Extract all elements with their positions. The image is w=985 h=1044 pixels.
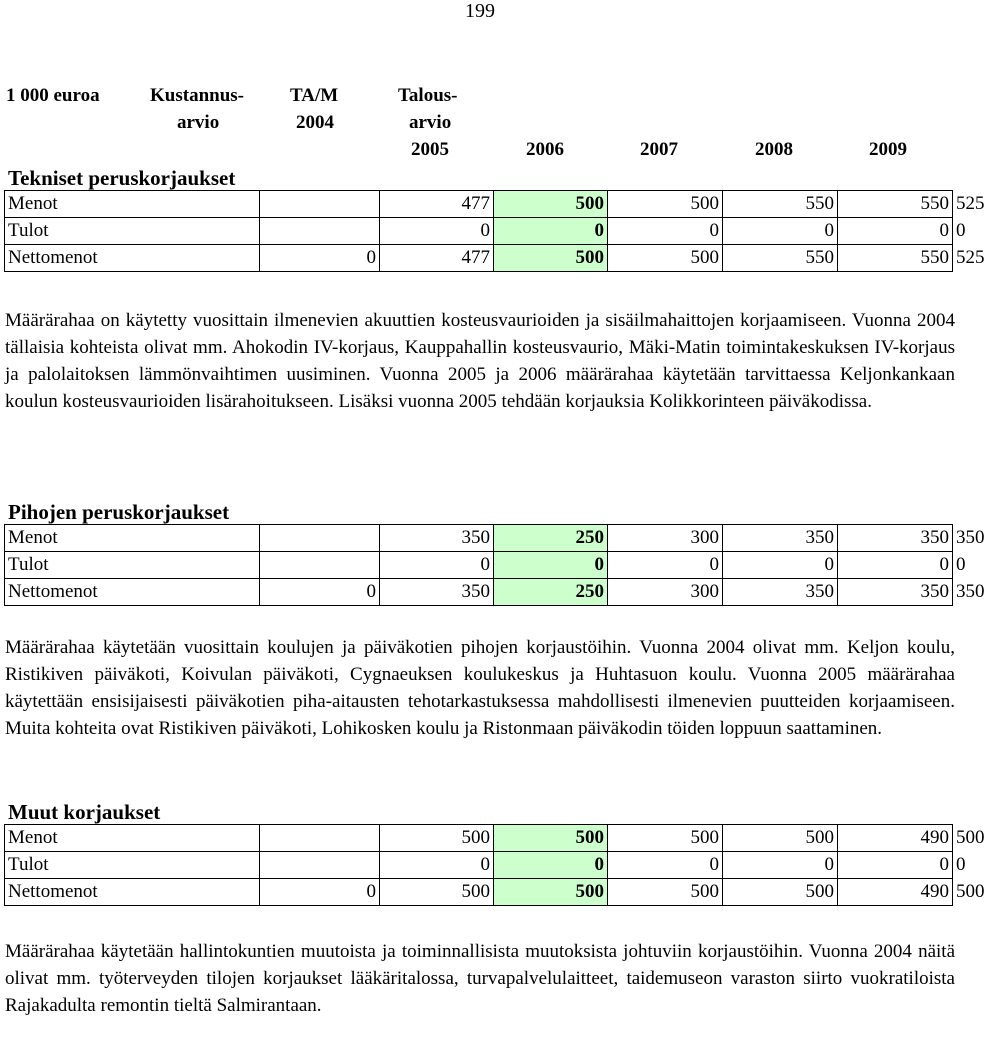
cell-ta-2004: 477 [380, 191, 494, 218]
cell-2008: 0 [838, 552, 953, 579]
section-other-repairs [0, 800, 985, 906]
cell-2008: 550 [838, 245, 953, 272]
table-row: Menot 500 500 500 500 490 500 [5, 825, 953, 852]
section-description: Määrärahaa käytetään hallintokuntien muutoista ja toiminnallisista muutoksista johtuviin korjaustöihin. Vuonna 2004 näitä olivat mm. työterveyden tilojen korjaukset lääkäritalossa, turvapalvelulaitteet, taidemuseon varaston siirto vuokratiloista Rajakadulta remontin tieltä Salmirantaan. [5, 941, 955, 1016]
year-2009-header: 2009 [869, 139, 907, 160]
table-row: Menot 350 250 300 350 350 350 [5, 525, 953, 552]
cell-budget-2005: 250 [494, 525, 608, 552]
section-title: Tekniset peruskorjaukset [8, 166, 236, 190]
row-label: Menot [5, 825, 260, 852]
cell-2008: 550 [838, 191, 953, 218]
row-label: Tulot [5, 552, 260, 579]
cell-ta-2004: 0 [380, 852, 494, 879]
cell-2008: 490 [838, 825, 953, 852]
cell-2006: 0 [608, 852, 723, 879]
table-header [0, 82, 960, 162]
cell-2007: 550 [723, 191, 838, 218]
cell-2007: 0 [723, 852, 838, 879]
cell-2006: 500 [608, 879, 723, 906]
table-row: Nettomenot 0 500 500 500 500 490 500 [5, 879, 953, 906]
budget-2005-header-line3: 2005 [411, 139, 449, 160]
cell-ta-2004: 500 [380, 879, 494, 906]
section-title: Muut korjaukset [8, 800, 161, 824]
cell-2006: 300 [608, 525, 723, 552]
cell-2006: 300 [608, 579, 723, 606]
cell-2007: 550 [723, 245, 838, 272]
cell-2006: 500 [608, 825, 723, 852]
cell-ta-2004: 0 [380, 552, 494, 579]
cell-2007: 500 [723, 879, 838, 906]
table-row: Nettomenot 0 350 250 300 350 350 350 [5, 579, 953, 606]
ta-2004-header-line2: 2004 [296, 112, 334, 133]
section-title: Pihojen peruskorjaukset [8, 500, 230, 524]
budget-table [4, 190, 985, 272]
table-row: Tulot 0 0 0 0 0 0 [5, 552, 953, 579]
section-description: Määrärahaa on käytetty vuosittain ilmenevien akuuttien kosteusvaurioiden ja sisäilmahaittojen korjaamiseen. Vuonna 2004 tällaisia kohteista olivat mm. Ahokodin IV-korjaus, Kauppahallin kosteusvaurio, Mäki-Matin toimintakeskuksen IV-korjaus ja palolaitoksen lämmönvaihtimen uusiminen. Vuonna 2005 ja 2006 määrärahaa käytetään tarvittaessa Keljonkankaan koulun kosteusvaurioiden lisärahoitukseen. Lisäksi vuonna 2005 tehdään korjauksia Kolikkorinteen päiväkodissa. [5, 310, 955, 412]
cell-budget-2005: 0 [494, 852, 608, 879]
ta-2004-header-line1: TA/M [290, 85, 339, 106]
table-row: Tulot 0 0 0 0 0 0 [5, 852, 953, 879]
cell-budget-2005: 250 [494, 579, 608, 606]
cell-budget-2005: 500 [494, 191, 608, 218]
table-row: Menot 477 500 500 550 550 525 [5, 191, 953, 218]
cost-estimate-header-line2: arvio [177, 112, 220, 133]
budget-table [4, 824, 985, 906]
cell-cost-estimate [260, 552, 380, 579]
cell-2008: 350 [838, 579, 953, 606]
cell-ta-2004: 350 [380, 579, 494, 606]
cell-2007: 0 [723, 218, 838, 245]
cell-2006: 500 [608, 191, 723, 218]
cell-2006: 500 [608, 245, 723, 272]
cell-cost-estimate [260, 852, 380, 879]
row-label: Menot [5, 191, 260, 218]
cell-2007: 350 [723, 525, 838, 552]
budget-2005-header-line1: Talous- [398, 85, 458, 106]
section-technical-renovations [0, 166, 985, 272]
cell-cost-estimate [260, 525, 380, 552]
row-label: Tulot [5, 218, 260, 245]
cell-ta-2004: 350 [380, 525, 494, 552]
cell-budget-2005: 500 [494, 879, 608, 906]
cell-ta-2004: 0 [380, 218, 494, 245]
row-label: Nettomenot [5, 879, 260, 906]
row-label: Tulot [5, 852, 260, 879]
row-label: Nettomenot [5, 245, 260, 272]
section-description: Määrärahaa käytetään vuosittain koulujen ja päiväkotien pihojen korjaustöihin. Vuonna 2004 olivat mm. Keljon koulu, Ristikiven päiväkoti, Koivulan päiväkoti, Cygnaeuksen koulukeskus ja Huhtasuon koulu. Vuonna 2005 määrärahaa käytettään ensisijaisesti päiväkotien piha-aitausten tehotarkastuksessa mahdollisesti ilmenevien puutteiden korjaamiseen. Muita kohteita ovat Ristikiven päiväkoti, Lohikosken koulu ja Ristonmaan päiväkodin töiden loppuun saattaminen. [5, 637, 955, 739]
cell-budget-2005: 500 [494, 825, 608, 852]
budget-table [4, 524, 985, 606]
cell-budget-2005: 500 [494, 245, 608, 272]
year-2007-header: 2007 [640, 139, 678, 160]
section-yard-renovations [0, 500, 985, 606]
cell-2007: 0 [723, 552, 838, 579]
cell-2006: 0 [608, 218, 723, 245]
cell-cost-estimate: 0 [260, 579, 380, 606]
cell-ta-2004: 500 [380, 825, 494, 852]
cell-budget-2005: 0 [494, 552, 608, 579]
year-2006-header: 2006 [526, 139, 564, 160]
cell-2008: 490 [838, 879, 953, 906]
row-label: Nettomenot [5, 579, 260, 606]
row-label: Menot [5, 525, 260, 552]
cell-cost-estimate: 0 [260, 879, 380, 906]
cell-2006: 0 [608, 552, 723, 579]
cell-2008: 350 [838, 525, 953, 552]
year-2008-header: 2008 [755, 139, 793, 160]
cell-budget-2005: 0 [494, 218, 608, 245]
cell-2007: 350 [723, 579, 838, 606]
cell-ta-2004: 477 [380, 245, 494, 272]
cell-2008: 0 [838, 852, 953, 879]
table-row: Nettomenot 0 477 500 500 550 550 525 [5, 245, 953, 272]
page-number: 199 [465, 0, 495, 22]
unit-label: 1 000 euroa [6, 85, 100, 106]
cell-cost-estimate [260, 218, 380, 245]
budget-2005-header-line2: arvio [409, 112, 452, 133]
cell-2008: 0 [838, 218, 953, 245]
cost-estimate-header-line1: Kustannus- [150, 85, 244, 106]
cell-cost-estimate [260, 825, 380, 852]
cell-cost-estimate [260, 191, 380, 218]
table-row: Tulot 0 0 0 0 0 0 [5, 218, 953, 245]
cell-2007: 500 [723, 825, 838, 852]
cell-cost-estimate: 0 [260, 245, 380, 272]
